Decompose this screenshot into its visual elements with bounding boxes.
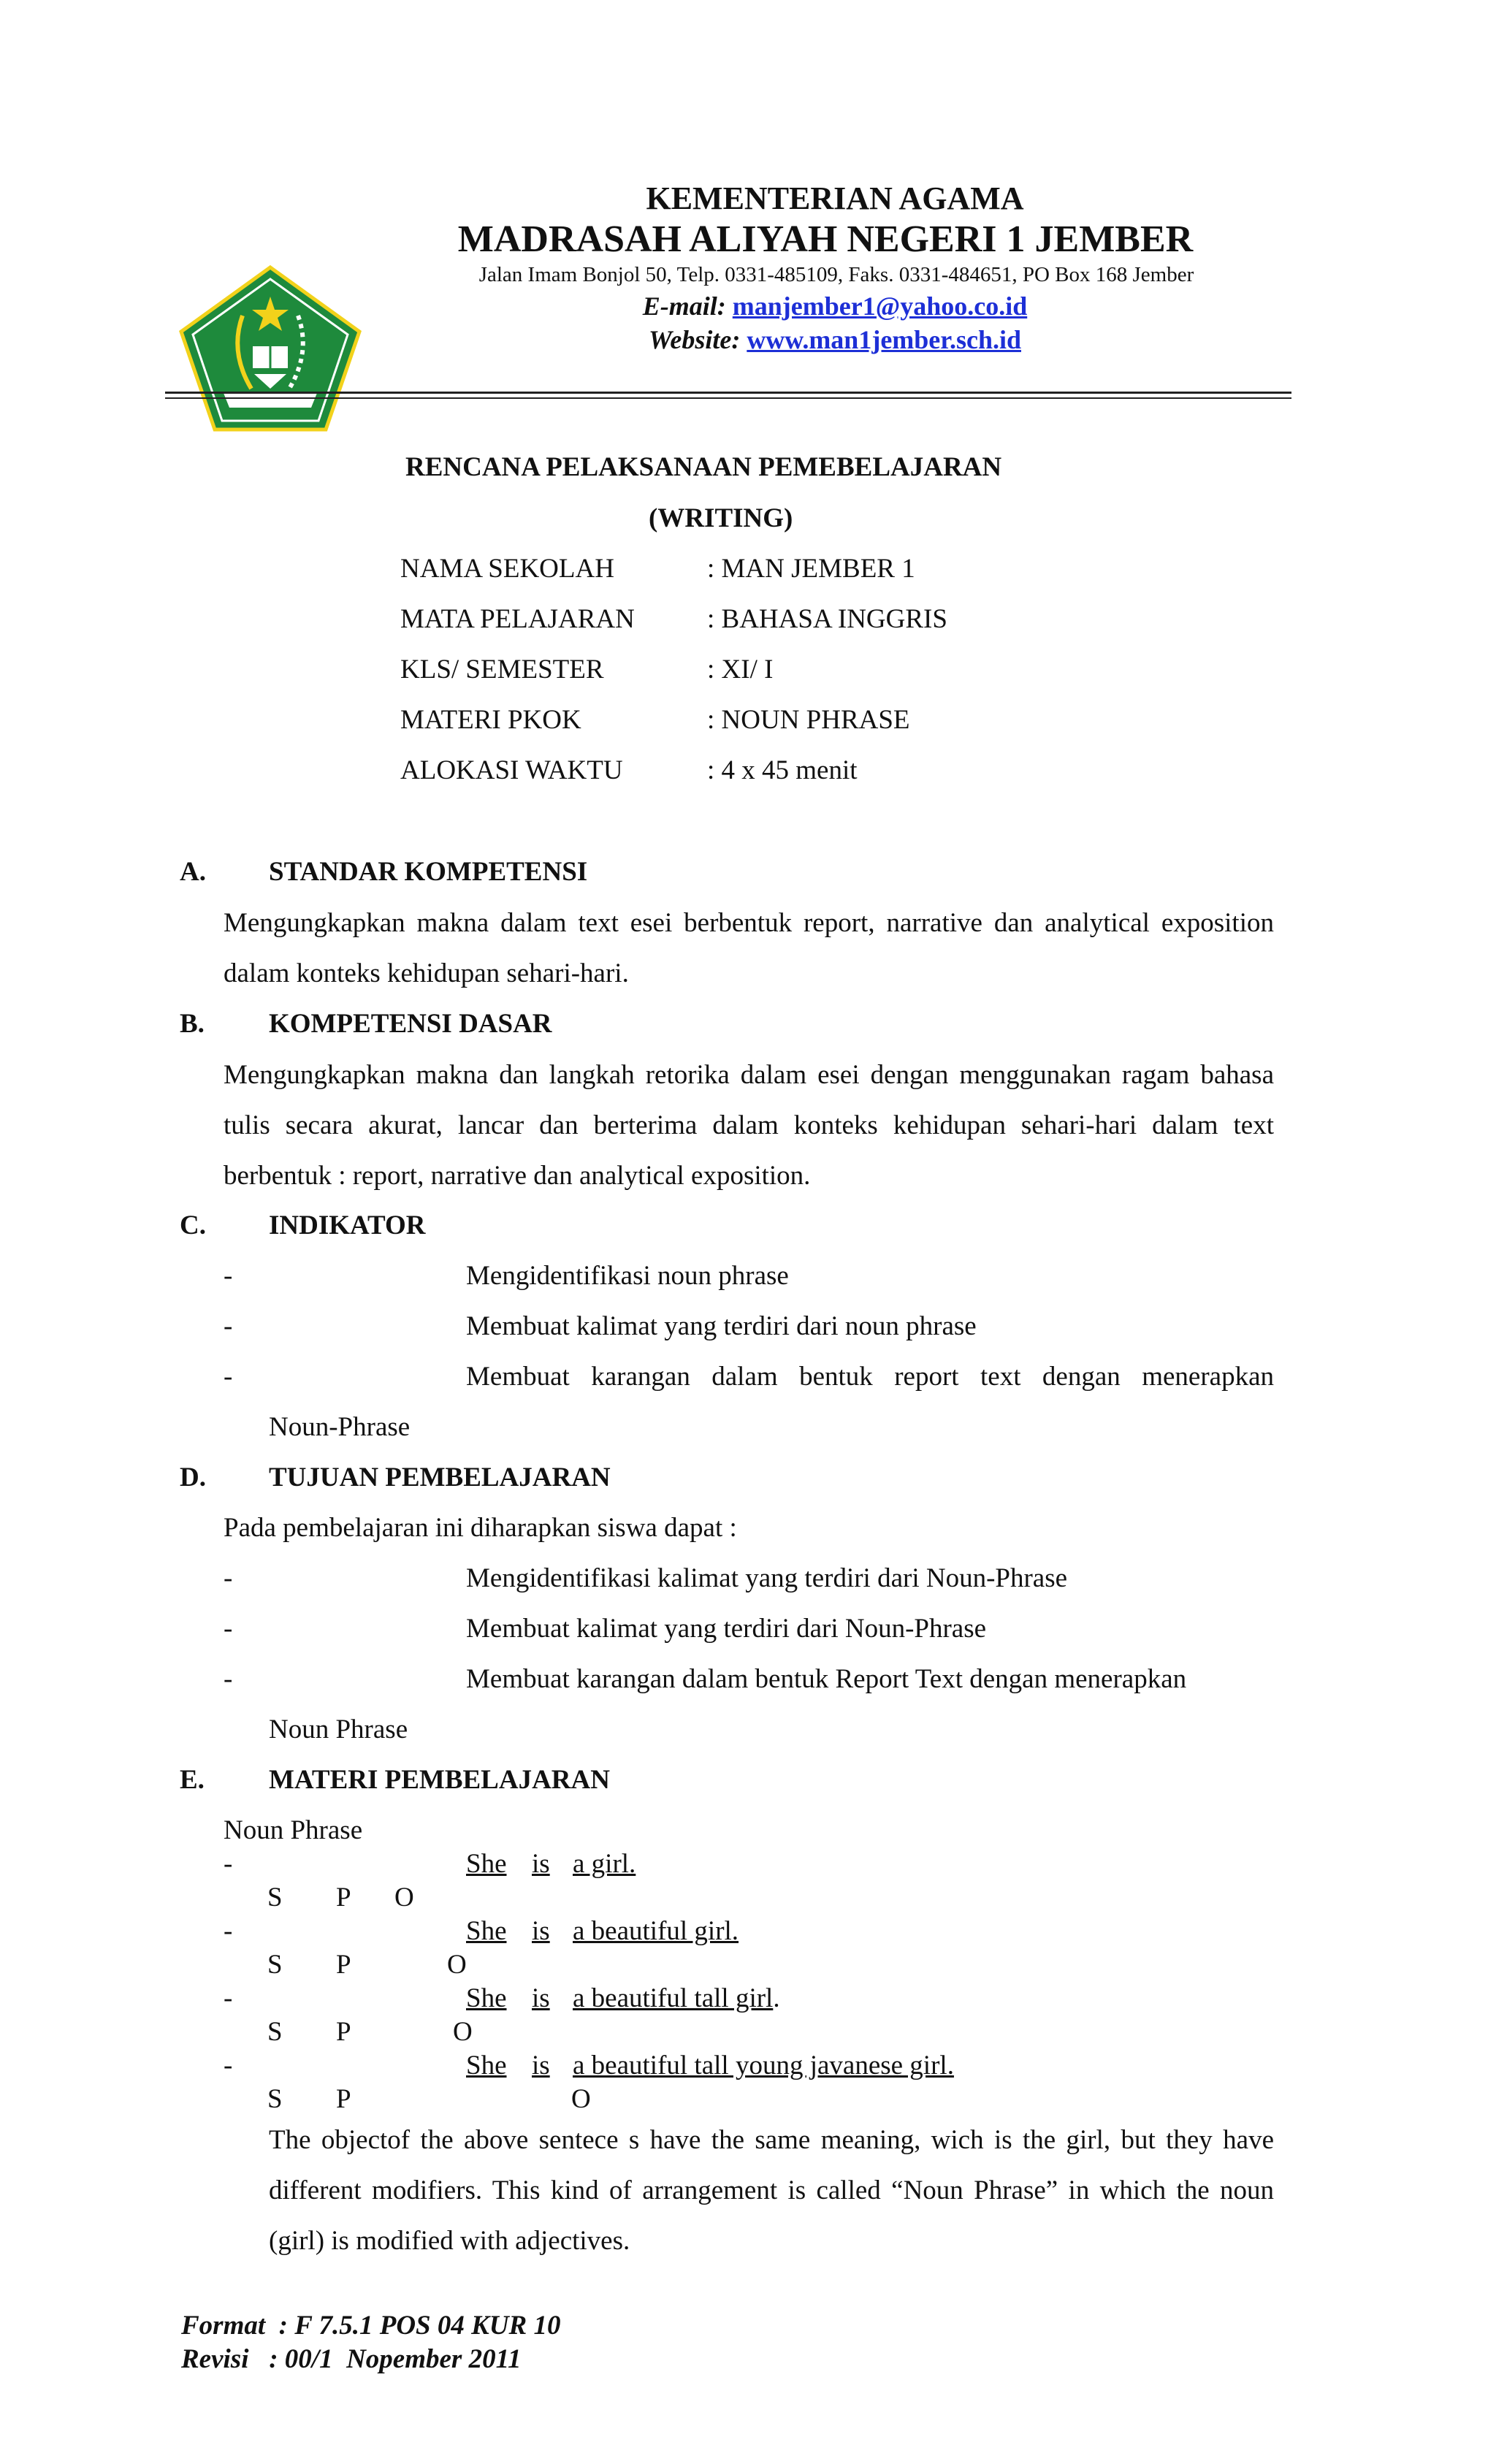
list-dash: - <box>224 1983 233 2013</box>
spo-p: P <box>336 2084 351 2114</box>
section-b-text: Mengungkapkan makna dan langkah retorika dalam esei dengan menggunakan ragam bahasa tulis secara akurat, lancar dan berterima dalam konteks kehidupan sehari-hari dalam text berbentuk : report, narrative dan analytical exposition. <box>224 1060 1274 1191</box>
spo-s: S <box>267 2084 283 2114</box>
website-link[interactable]: www.man1jember.sch.id <box>747 325 1021 354</box>
explanation-paragraph: The objectof the above sentece s have the same meaning, wich is the girl, but they have different modifiers. This kind of arrangement is called “Noun Phrase” in which the noun (girl) is modified with adjectives. <box>269 2125 1274 2256</box>
info-value: : NOUN PHRASE <box>707 705 910 735</box>
school-address: Jalan Imam Bonjol 50, Telp. 0331-485109, Faks. 0331-484651, PO Box 168 Jember <box>478 263 1194 286</box>
spo-s: S <box>267 2017 283 2047</box>
list-item: Membuat kalimat yang terdiri dari Noun-Phrase <box>466 1614 987 1644</box>
list-item-continuation: Noun-Phrase <box>269 1412 411 1442</box>
email-line <box>0 291 1496 321</box>
info-value: : XI/ I <box>707 655 774 684</box>
info-value: : BAHASA INGGRIS <box>707 604 947 634</box>
list-item: Mengidentifikasi kalimat yang terdiri dari Noun-Phrase <box>466 1563 1068 1593</box>
list-dash: - <box>224 1849 233 1879</box>
spo-o: O <box>571 2084 591 2114</box>
example-object: a beautiful girl. <box>573 1916 739 1946</box>
list-dash: - <box>224 1916 233 1946</box>
info-label: KLS/ SEMESTER <box>400 655 604 684</box>
list-dash: - <box>224 1614 233 1644</box>
list-item: Membuat karangan dalam bentuk report text dengan menerapkan <box>466 1362 1274 1392</box>
section-d-heading: TUJUAN PEMBELAJARAN <box>269 1462 611 1492</box>
info-label: MATA PELAJARAN <box>400 604 635 634</box>
list-dash: - <box>224 2051 233 2080</box>
info-label: ALOKASI WAKTU <box>400 755 623 785</box>
list-item: Mengidentifikasi noun phrase <box>466 1261 789 1291</box>
list-item: Membuat kalimat yang terdiri dari noun phrase <box>466 1311 977 1341</box>
footer-revisi: Revisi : 00/1 Nopember 2011 <box>181 2344 522 2374</box>
section-e-heading: MATERI PEMBELAJARAN <box>269 1765 610 1795</box>
section-b-heading: KOMPETENSI DASAR <box>269 1009 552 1039</box>
header-divider-top <box>165 392 1291 394</box>
example-predicate: is <box>532 1983 550 2013</box>
website-label: Website <box>649 325 732 354</box>
section-e-letter: E. <box>180 1765 205 1795</box>
header-divider-bottom <box>165 397 1291 399</box>
example-predicate: is <box>532 2051 550 2080</box>
spo-o: O <box>453 2017 473 2047</box>
list-dash: - <box>224 1261 233 1291</box>
example-object: a beautiful tall girl. <box>573 1983 780 2013</box>
example-predicate: is <box>532 1916 550 1946</box>
section-d-letter: D. <box>180 1462 206 1492</box>
section-e-intro: Noun Phrase <box>224 1815 363 1845</box>
list-item-continuation: Noun Phrase <box>269 1714 408 1744</box>
example-object: a beautiful tall young javanese girl. <box>573 2051 954 2080</box>
ministry-name: KEMENTERIAN AGAMA <box>646 180 1024 216</box>
spo-p: P <box>336 1950 351 1980</box>
footer-format: Format : F 7.5.1 POS 04 KUR 10 <box>181 2311 561 2341</box>
example-predicate: is <box>532 1849 550 1879</box>
section-a-text: Mengungkapkan makna dalam text esei berbentuk report, narrative dan analytical exposition dalam konteks kehidupan sehari-hari. <box>224 908 1274 988</box>
info-label: NAMA SEKOLAH <box>400 554 614 584</box>
spo-o: O <box>394 1883 414 1912</box>
spo-o: O <box>447 1950 467 1980</box>
spo-s: S <box>267 1883 283 1912</box>
example-subject: She <box>466 2051 507 2080</box>
example-subject: She <box>466 1916 507 1946</box>
example-object: a girl. <box>573 1849 636 1879</box>
example-subject: She <box>466 1849 507 1879</box>
document-title: RENCANA PELAKSANAAN PEMEBELAJARAN <box>405 452 1002 482</box>
list-item: Membuat karangan dalam bentuk Report Text dengan menerapkan <box>466 1664 1187 1694</box>
spo-p: P <box>336 2017 351 2047</box>
section-b-letter: B. <box>180 1009 205 1039</box>
info-value: : MAN JEMBER 1 <box>707 554 915 584</box>
school-name: MADRASAH ALIYAH NEGERI 1 JEMBER <box>457 218 1194 260</box>
list-dash: - <box>224 1362 233 1392</box>
document-subtitle: (WRITING) <box>649 503 793 533</box>
section-a-letter: A. <box>180 857 206 887</box>
info-value: : 4 x 45 menit <box>707 755 858 785</box>
list-dash: - <box>224 1563 233 1593</box>
section-d-intro: Pada pembelajaran ini diharapkan siswa dapat : <box>224 1513 737 1543</box>
list-dash: - <box>224 1664 233 1694</box>
email-label: E-mail: <box>642 291 726 321</box>
section-c-heading: INDIKATOR <box>269 1210 426 1240</box>
email-link[interactable]: manjember1@yahoo.co.id <box>732 291 1028 321</box>
spo-s: S <box>267 1950 283 1980</box>
section-c-letter: C. <box>180 1210 206 1240</box>
info-label: MATERI PKOK <box>400 705 581 735</box>
list-dash: - <box>224 1311 233 1341</box>
website-line: Website: www.man1jember.sch.id <box>649 325 1021 354</box>
section-a-heading: STANDAR KOMPETENSI <box>269 857 588 887</box>
logo-ribbon-icon <box>224 393 317 408</box>
spo-p: P <box>336 1883 351 1912</box>
example-subject: She <box>466 1983 507 2013</box>
